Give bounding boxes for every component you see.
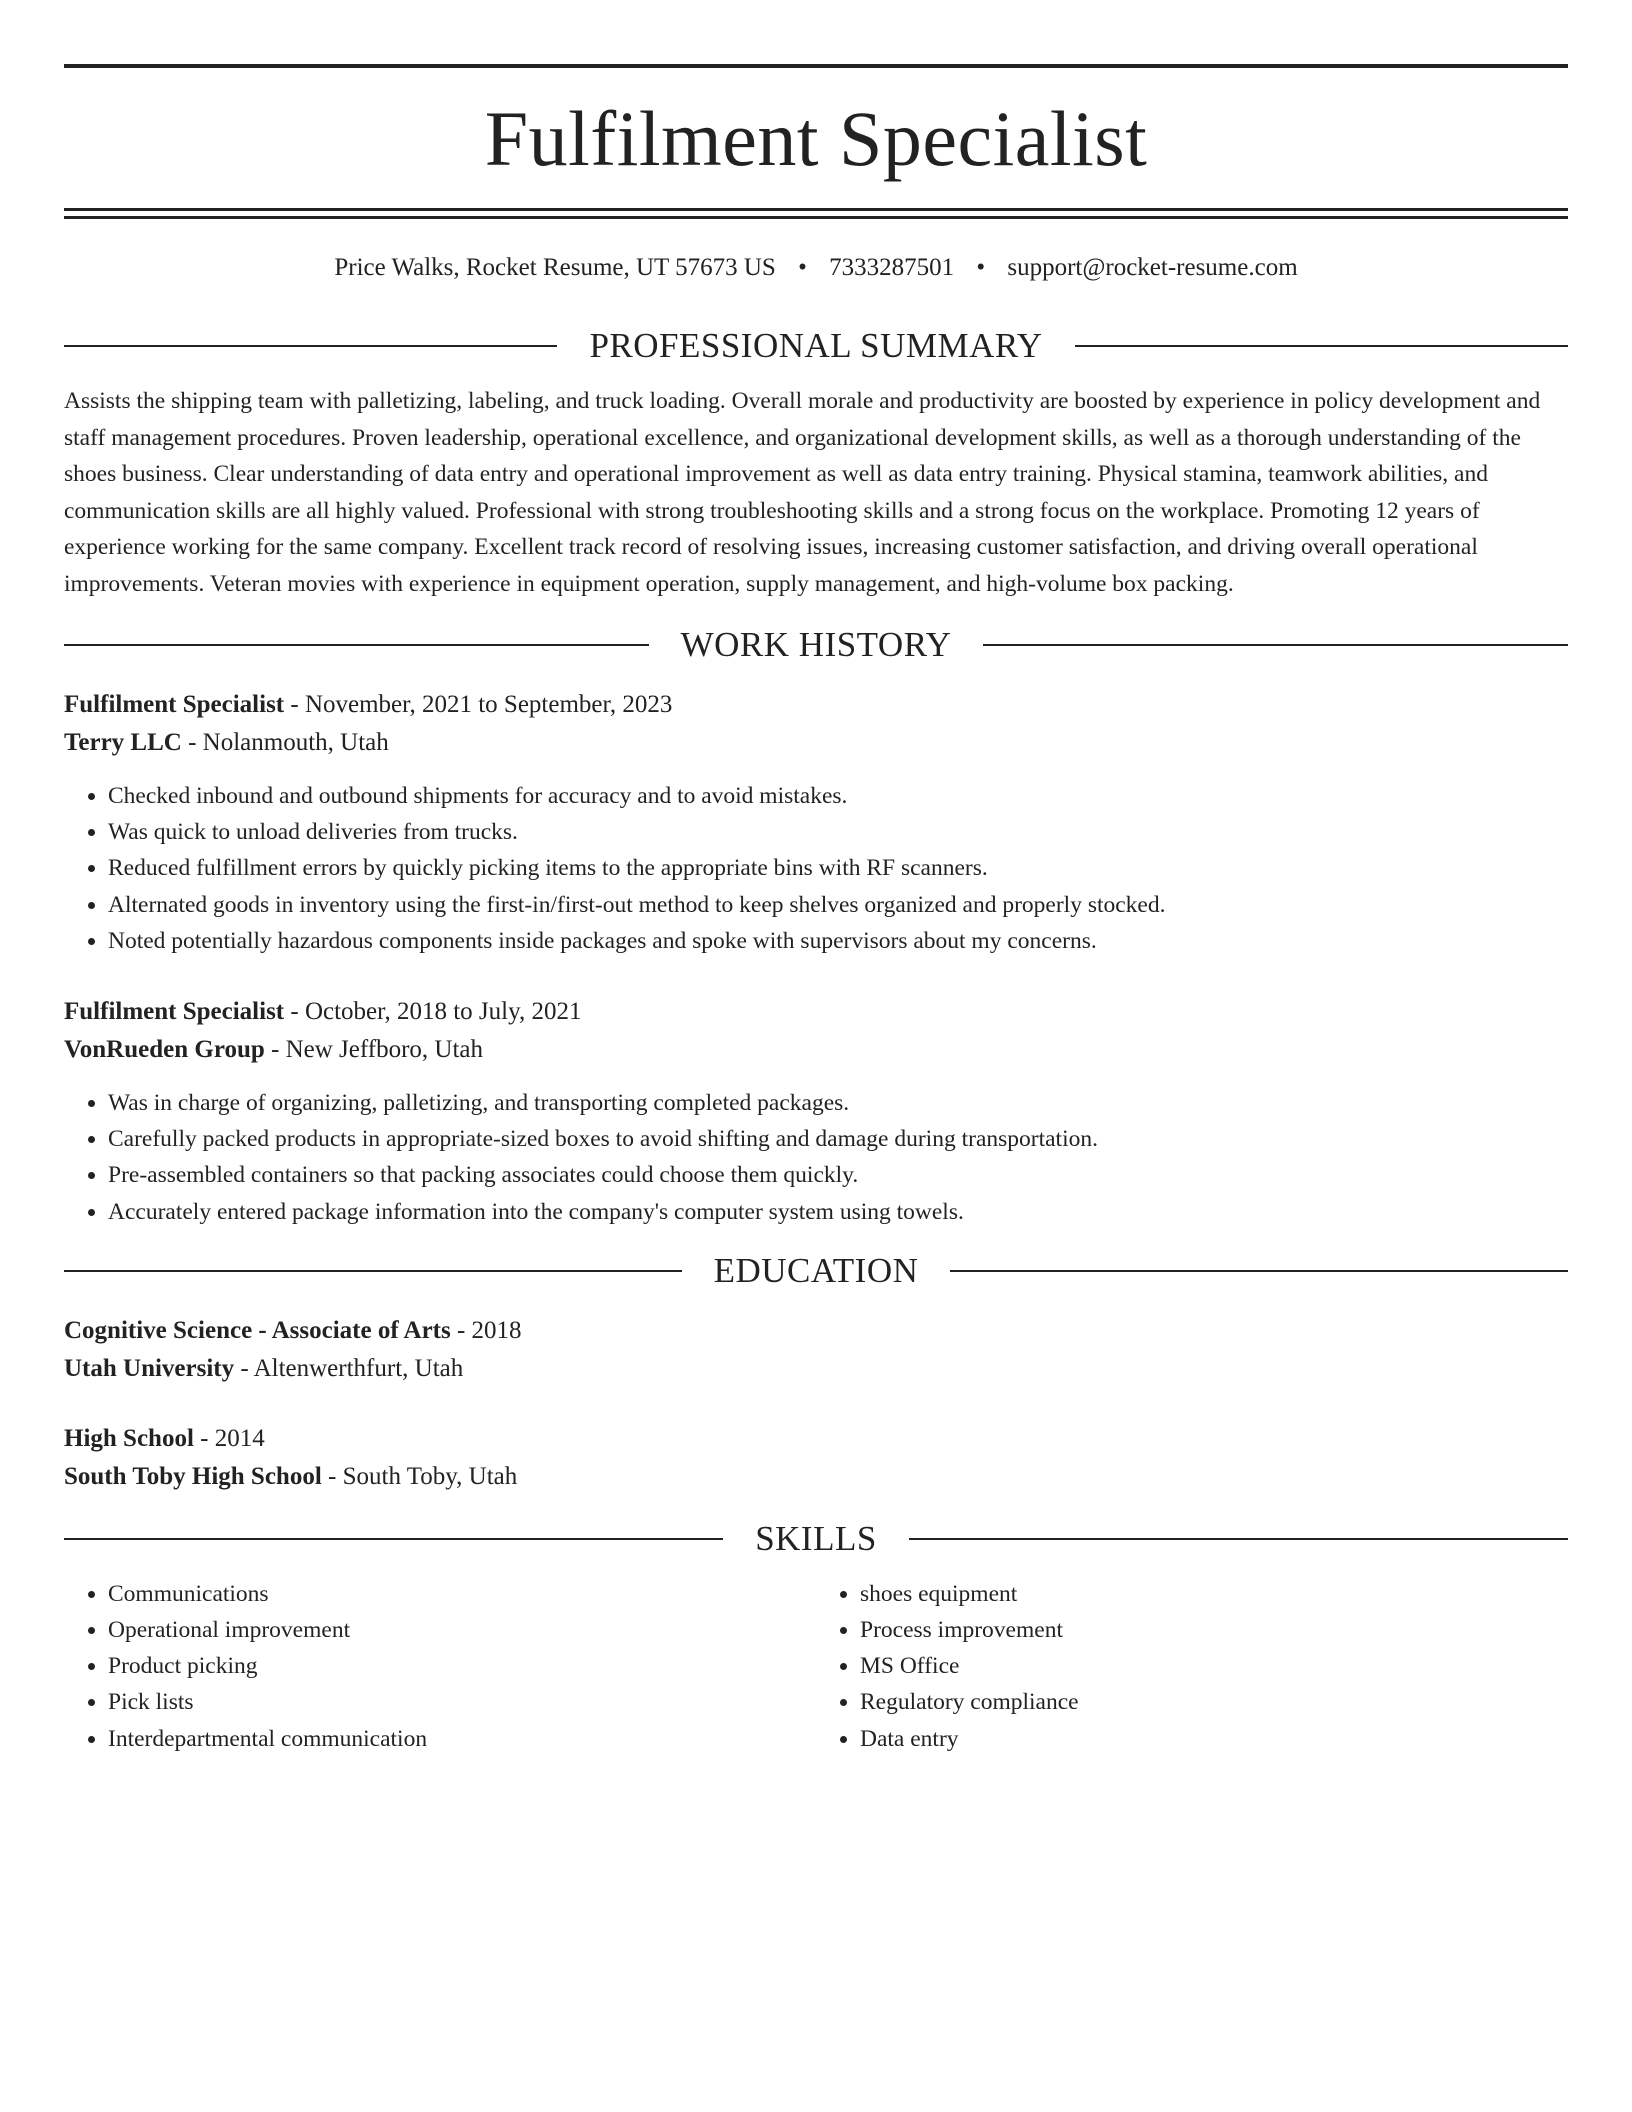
skill-item: • Data entry <box>860 1721 1568 1757</box>
contact-line <box>64 253 1568 283</box>
skill-item: • shoes equipment <box>860 1576 1568 1612</box>
section-header-education <box>64 1250 1568 1292</box>
education-school: Utah University <box>64 1354 235 1382</box>
job-entry <box>64 686 1568 959</box>
job-role: Fulfilment Specialist <box>64 691 285 718</box>
job-company: VonRueden Group <box>64 1036 265 1064</box>
section-title: WORK HISTORY <box>680 625 952 664</box>
section-rule <box>64 644 649 646</box>
contact-separator: • <box>798 254 807 281</box>
resume-title: Fulfilment Specialist <box>484 95 1148 182</box>
education-location: - South Toby, Utah <box>321 1462 518 1490</box>
section-rule <box>64 345 557 347</box>
job-company-line <box>64 724 1568 762</box>
skills-column-left <box>64 1576 816 1757</box>
section-rule <box>1075 345 1568 347</box>
skill-item: • Product picking <box>108 1648 816 1684</box>
education-school-line <box>64 1350 1568 1388</box>
education-location: - Altenwerthfurt, Utah <box>234 1354 464 1382</box>
job-role: Fulfilment Specialist <box>64 998 285 1026</box>
job-bullet: • Reduced fulfillment errors by quickly picking items to the appropriate bins with RF scanners. <box>108 850 1568 886</box>
job-bullets <box>64 778 1568 959</box>
section-rule <box>983 644 1568 646</box>
skill-item: • Interdepartmental communication <box>108 1721 816 1757</box>
section-title: SKILLS <box>755 1518 877 1558</box>
education-year: - 2018 <box>450 1316 522 1344</box>
section-header-summary <box>64 325 1568 367</box>
job-bullet: • Alternated goods in inventory using the first-in/first-out method to keep shelves organized and properly stocked. <box>108 887 1568 923</box>
skill-item: • Operational improvement <box>108 1612 816 1648</box>
education-heading <box>64 1420 1568 1458</box>
section-header-work <box>64 624 1568 666</box>
contact-email: support@rocket-resume.com <box>1007 254 1298 281</box>
skill-item: • MS Office <box>860 1648 1568 1684</box>
job-heading <box>64 993 1568 1031</box>
section-title: EDUCATION <box>713 1250 919 1290</box>
skill-item: • Pick lists <box>108 1684 816 1720</box>
job-bullet: • Checked inbound and outbound shipments for accuracy and to avoid mistakes. <box>108 778 1568 814</box>
education-heading <box>64 1312 1568 1350</box>
skill-item: • Communications <box>108 1576 816 1612</box>
skills-list <box>64 1576 1568 1757</box>
job-location: - Nolanmouth, Utah <box>181 729 389 756</box>
job-bullet: • Pre-assembled containers so that packing associates could choose them quickly. <box>108 1157 1568 1193</box>
job-dates: - November, 2021 to September, 2023 <box>284 691 673 718</box>
section-rule <box>950 1270 1568 1272</box>
job-bullet: • Accurately entered package information into the company's computer system using towels. <box>108 1194 1568 1230</box>
education-school: South Toby High School <box>64 1462 322 1490</box>
summary-text: Assists the shipping team with palletizing, labeling, and truck loading. Overall morale and productivity are boosted by experience in policy development and staff management procedures. Proven leadership, operational excellence, and organizational development skills, as well as a thorough understanding of the shoes business. Clear understanding of data entry and operational improvement as well as data entry training. Physical stamina, teamwork abilities, and communication skills are all highly valued. Professional with strong troubleshooting skills and a strong focus on the workplace. Promoting 12 years of experience working for the same company. Excellent track record of resolving issues, increasing customer satisfaction, and driving overall operational improvements. Veteran movies with experience in equipment operation, supply management, and high-volume box packing. <box>64 388 1541 597</box>
job-heading <box>64 686 1568 724</box>
job-location: - New Jeffboro, Utah <box>264 1036 484 1064</box>
section-header-skills <box>64 1518 1568 1560</box>
education-year: - 2014 <box>193 1424 265 1452</box>
skills-column-right <box>816 1576 1568 1757</box>
job-company-line <box>64 1031 1568 1069</box>
top-rule <box>64 64 1568 68</box>
skill-item: • Regulatory compliance <box>860 1684 1568 1720</box>
section-rule <box>909 1538 1568 1540</box>
section-title: PROFESSIONAL SUMMARY <box>589 326 1043 365</box>
job-bullets <box>64 1085 1568 1230</box>
contact-address: Price Walks, Rocket Resume, UT 57673 US <box>334 254 776 281</box>
job-dates: - October, 2018 to July, 2021 <box>284 998 582 1026</box>
job-bullet: • Was in charge of organizing, palletizing, and transporting completed packages. <box>108 1085 1568 1121</box>
education-school-line <box>64 1458 1568 1496</box>
job-bullet: • Carefully packed products in appropriate-sized boxes to avoid shifting and damage during transportation. <box>108 1121 1568 1157</box>
contact-phone: 7333287501 <box>829 254 955 281</box>
job-company: Terry LLC <box>64 729 182 756</box>
education-entry <box>64 1312 1568 1388</box>
education-entry <box>64 1420 1568 1496</box>
title-double-rule <box>64 208 1568 219</box>
job-bullet: • Was quick to unload deliveries from trucks. <box>108 814 1568 850</box>
skill-item: • Process improvement <box>860 1612 1568 1648</box>
education-degree: Cognitive Science - Associate of Arts <box>64 1316 451 1344</box>
education-degree: High School <box>64 1424 194 1452</box>
section-rule <box>64 1538 723 1540</box>
job-entry <box>64 993 1568 1230</box>
section-rule <box>64 1270 682 1272</box>
contact-separator: • <box>976 254 986 281</box>
job-bullet: • Noted potentially hazardous components inside packages and spoke with supervisors about my concerns. <box>108 923 1568 959</box>
